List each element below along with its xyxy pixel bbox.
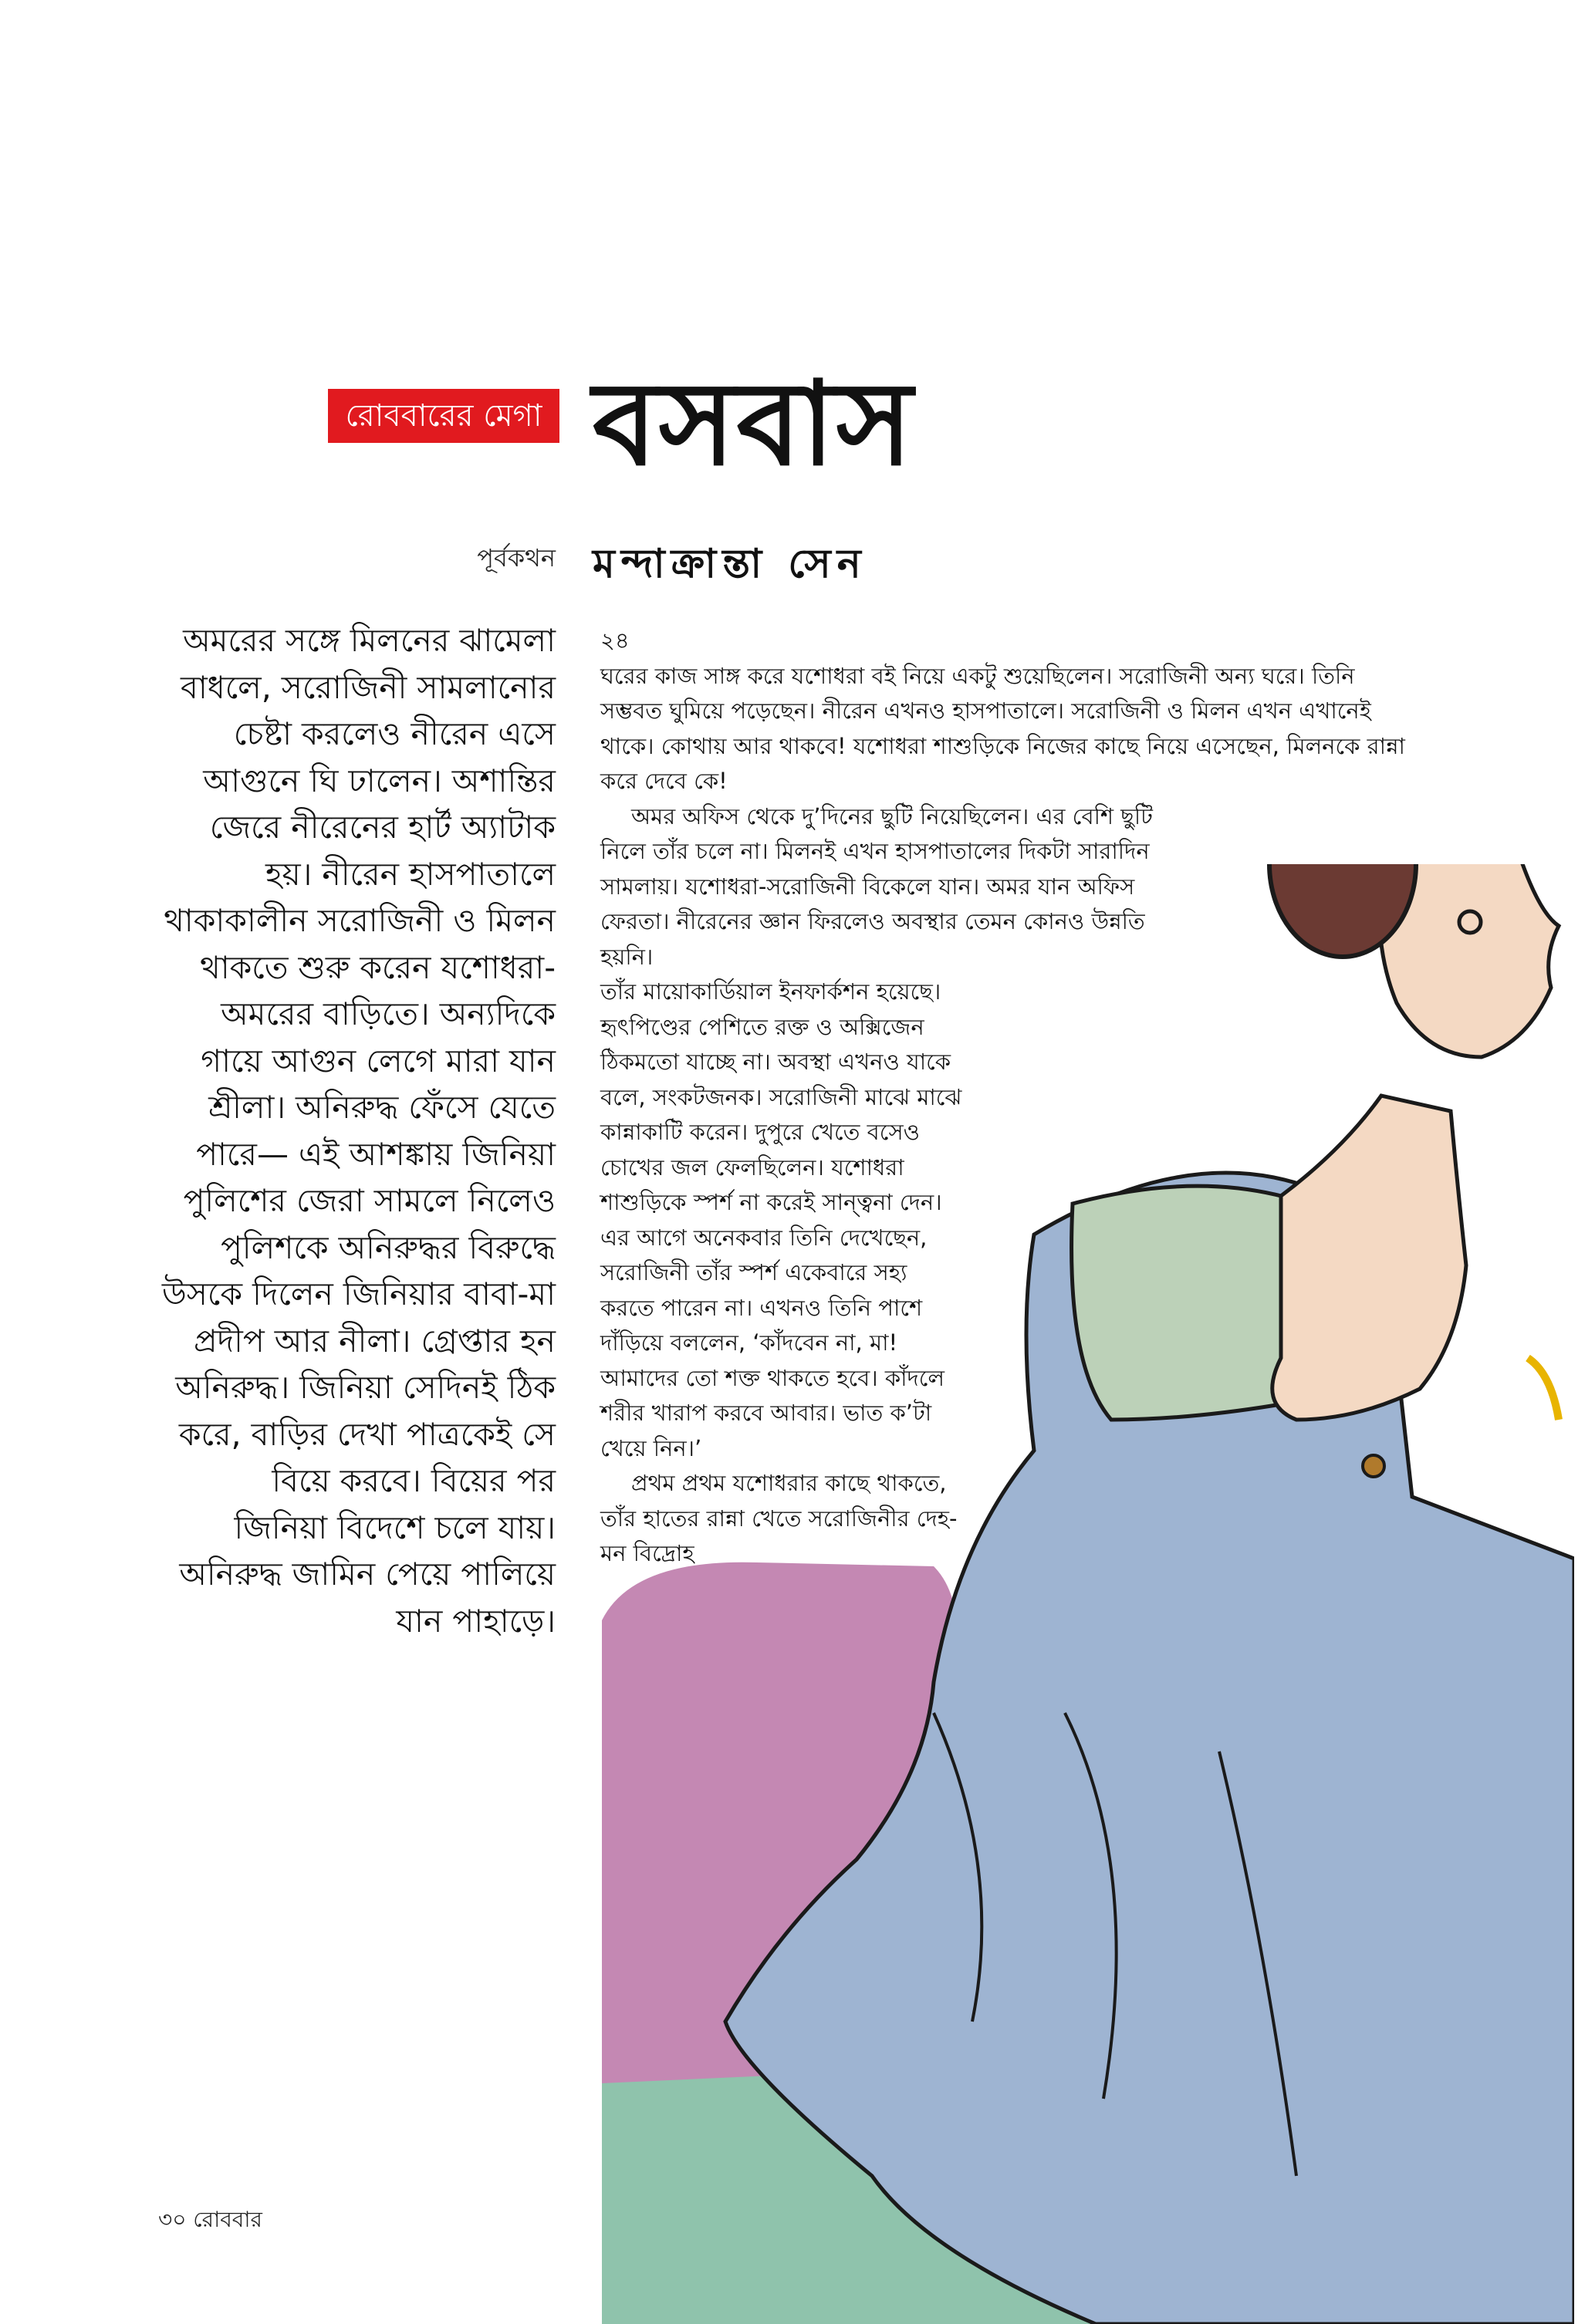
paragraph-1: ঘরের কাজ সাঙ্গ করে যশোধরা বই নিয়ে একটু শুয়েছিলেন। সরোজিনী অন্য ঘরে। তিনি সম্ভবত ঘুমিয়ে পড়েছেন। নীরেন এখনও হাসপাতালে। সরোজিনী ও মিলন এখন এখানেই থাকে। কোথায় আর থাকবে! যশোধরা শাশুড়িকে নিজের কাছে নিয়ে এসেছেন, মিলনকে রান্না করে দেবে কে! (600, 662, 1405, 794)
woman-in-sari-illustration (602, 864, 1574, 2324)
summary-line: প্রদীপ আর নীলা। গ্রেপ্তার হন (193, 1322, 556, 1360)
summary-line: শ্রীলা। অনিরুদ্ধ ফেঁসে যেতে (208, 1089, 556, 1126)
summary-line: বিয়ে করবে। বিয়ের পর (272, 1462, 556, 1499)
summary-line: গায়ে আগুন লেগে মারা যান (201, 1042, 556, 1079)
summary-line: পুলিশকে অনিরুদ্ধর বিরুদ্ধে (221, 1228, 556, 1266)
story-title: বসবাস (593, 357, 914, 491)
page-footer: ৩০ রোববার (158, 2207, 262, 2232)
summary-line: অনিরুদ্ধ জামিন পেয়ে পালিয়ে (179, 1556, 556, 1593)
paragraph-2b: তাঁর মায়োকার্ডিয়াল ইনফার্কশন হয়েছে। হৃৎপিণ্ডের পেশিতে রক্ত ও অক্সিজেন ঠিকমতো যাচ্ছে না। অবস্থা এখনও যাকে বলে, সংকটজনক। সরোজিনী মাঝে মাঝে কান্নাকাটি করেন। দুপুরে খেতে বসেও চোখের জল ফেলছিলেন। যশোধরা শাশুড়িকে স্পর্শ না করেই সান্ত্বনা দেন। এর আগে অনেকবার তিনি দেখেছেন, সরোজিনী তাঁর স্পর্শ একেবারে সহ্য করতে পারেন না। এখনও তিনি পাশে দাঁড়িয়ে বললেন, ‘কাঁদবেন না, মা! আমাদের তো শক্ত থাকতে হবে। কাঁদলে শরীর খারাপ করবে আবার। ভাত ক’টা খেয়ে নিন।’ (600, 978, 962, 1461)
paragraph-3: প্রথম প্রথম যশোধরার কাছে থাকতে, তাঁর হাতের রান্না খেতে সরোজিনীর দেহ-মন বিদ্রোহ (600, 1470, 958, 1566)
story-summary (147, 617, 556, 1644)
summary-line: পারে— এই আশঙ্কায় জিনিয়া (196, 1135, 556, 1173)
summary-line: চেষ্টা করলেও নীরেন এসে (233, 715, 556, 752)
paragraph-2a: অমর অফিস থেকে দু’দিনের ছুটি নিয়েছিলেন। এর বেশি ছুটি নিলে তাঁর চলে না। মিলনই এখন হাসপাতালের দিকটা সারাদিন সামলায়। যশোধরা-সরোজিনী বিকেলে যান। অমর যান অফিস ফেরতা। নীরেনের জ্ঞান ফিরলেও অবস্থার তেমন কোনও উন্নতি হয়নি। (600, 802, 1153, 970)
summary-line: বাধলে, সরোজিনী সামলানোর (181, 668, 556, 706)
summary-line: জিনিয়া বিদেশে চলে যায়। (234, 1508, 556, 1546)
summary-line: হয়। নীরেন হাসপাতালে (265, 855, 556, 893)
summary-line: অমরের সঙ্গে মিলনের ঝামেলা (183, 622, 556, 659)
section-label: পূর্বকথন (477, 543, 556, 573)
summary-line: করে, বাড়ির দেখা পাত্রকেই সে (178, 1415, 556, 1453)
summary-line: অমরের বাড়িতে। অন্যদিকে (221, 995, 556, 1032)
summary-line: অনিরুদ্ধ। জিনিয়া সেদিনই ঠিক (175, 1369, 556, 1406)
series-label: রোববারের মেগা (328, 389, 559, 443)
summary-line: যান পাহাড়ে। (396, 1602, 556, 1640)
summary-line: উসকে দিলেন জিনিয়ার বাবা-মা (161, 1275, 556, 1312)
summary-line: থাকতে শুরু করেন যশোধরা- (200, 948, 556, 986)
chapter-number: ২৪ (600, 627, 630, 654)
summary-line: থাকাকালীন সরোজিনী ও মিলন (164, 902, 556, 939)
author-name: মন্দাক্রান্তা সেন (593, 541, 867, 587)
summary-line: পুলিশের জেরা সামলে নিলেও (183, 1182, 556, 1219)
summary-line: আগুনে ঘি ঢালেন। অশান্তির (203, 762, 556, 799)
summary-line: জেরে নীরেনের হার্ট অ্যাটাক (209, 809, 556, 846)
